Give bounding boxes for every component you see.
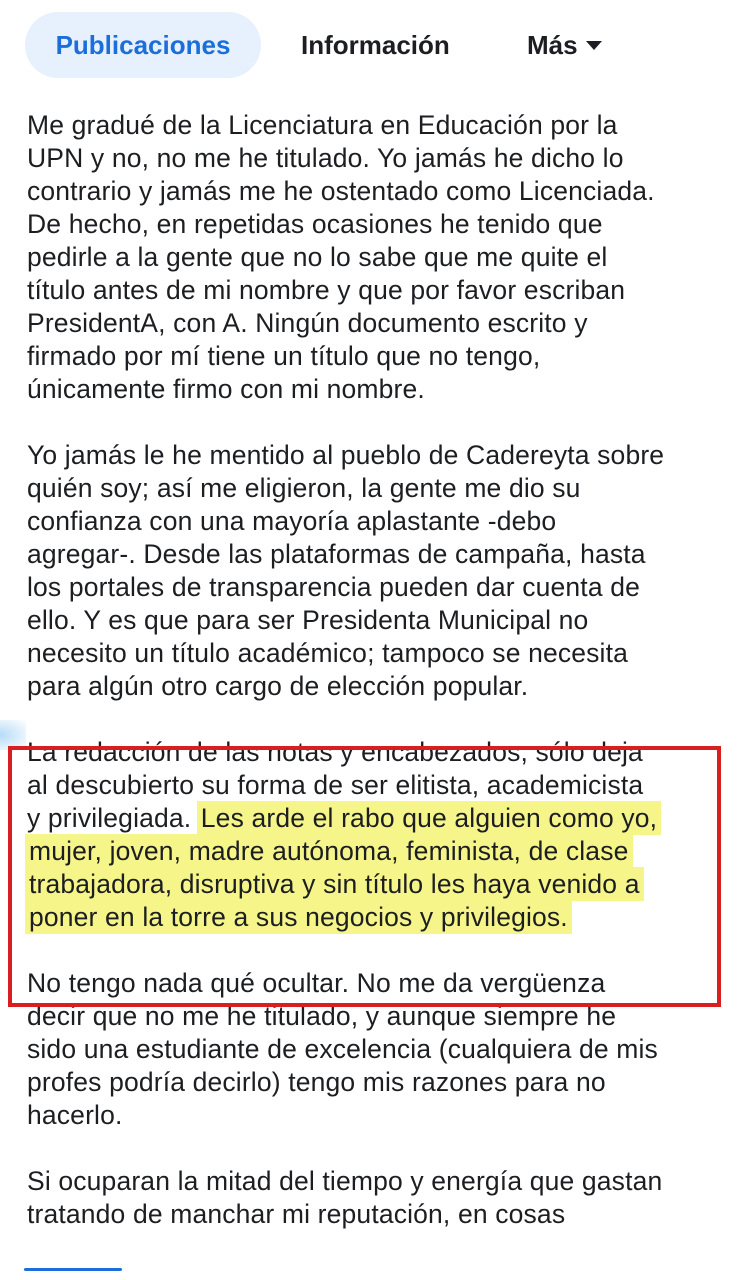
text-line: profes podría decirlo) tengo mis razones para no <box>27 1067 606 1097</box>
paragraph-2 <box>27 439 732 703</box>
text-line: De hecho, en repetidas ocasiones he tenido que <box>27 209 603 239</box>
text-line: UPN y no, no me he titulado. Yo jamás he dicho lo <box>27 143 624 173</box>
text-line: Yo jamás le he mentido al pueblo de Cadereyta sobre <box>27 440 665 470</box>
link-underline <box>24 1268 122 1271</box>
tab-mas-label: Más <box>527 30 578 60</box>
text-line <box>27 868 732 901</box>
text-line: firmado por mí tiene un título que no tengo, <box>27 341 541 371</box>
highlighted-text: poner en la torre a sus negocios y privilegios. <box>29 902 568 932</box>
text-line: contrario y jamás me he ostentado como Licenciada. <box>27 176 655 206</box>
text-segment: y privilegiada. <box>27 803 199 833</box>
text-line: La redacción de las notas y encabezados, sólo deja <box>27 737 643 767</box>
text-line: los portales de transparencia pueden dar cuenta de <box>27 572 641 602</box>
text-line: tratando de manchar mi reputación, en cosas <box>27 1199 566 1229</box>
text-line <box>27 802 732 835</box>
text-line: hacerlo. <box>27 1100 123 1130</box>
text-line: agregar-. Desde las plataformas de campaña, hasta <box>27 539 646 569</box>
text-line: decir que no me he titulado, y aunque siempre he <box>27 1001 617 1031</box>
text-line: confianza con una mayoría aplastante -debo <box>27 506 557 536</box>
text-line: quién soy; así me eligieron, la gente me dio su <box>27 473 581 503</box>
tab-mas[interactable] <box>527 12 602 78</box>
text-line: únicamente firmo con mi nombre. <box>27 374 425 404</box>
caret-down-icon <box>586 41 602 50</box>
tab-publicaciones[interactable]: Publicaciones <box>25 12 261 78</box>
text-line: para algún otro cargo de elección popular. <box>27 671 529 701</box>
text-line: PresidentA, con A. Ningún documento escrito y <box>27 308 588 338</box>
text-line: necesito un título académico; tampoco se necesita <box>27 638 628 668</box>
profile-tabbar <box>0 0 743 90</box>
text-line: pedirle a la gente que no lo sabe que me quite el <box>27 242 608 272</box>
text-line <box>27 835 732 868</box>
paragraph-4 <box>27 967 732 1132</box>
scroll-touch-indicator <box>0 720 26 750</box>
post-body <box>27 109 732 1231</box>
text-line: Si ocuparan la mitad del tiempo y energía que gastan <box>27 1166 663 1196</box>
text-line: No tengo nada qué ocultar. No me da vergüenza <box>27 968 606 998</box>
text-line: ello. Y es que para ser Presidenta Municipal no <box>27 605 589 635</box>
text-line: sido una estudiante de excelencia (cualquiera de mis <box>27 1034 658 1064</box>
text-line: al descubierto su forma de ser elitista, academicista <box>27 770 644 800</box>
text-line: título antes de mi nombre y que por favor escriban <box>27 275 626 305</box>
paragraph-3-highlighted <box>27 736 732 934</box>
paragraph-1 <box>27 109 732 406</box>
highlighted-text: mujer, joven, madre autónoma, feminista, de clase <box>29 836 629 866</box>
paragraph-5 <box>27 1165 732 1231</box>
text-line: Me gradué de la Licenciatura en Educación por la <box>27 110 618 140</box>
text-line <box>27 901 732 934</box>
highlighted-text: Les arde el rabo que alguien como yo, <box>200 803 658 833</box>
tab-informacion[interactable]: Información <box>301 30 450 60</box>
highlighted-text: trabajadora, disruptiva y sin título les haya venido a <box>29 869 640 899</box>
